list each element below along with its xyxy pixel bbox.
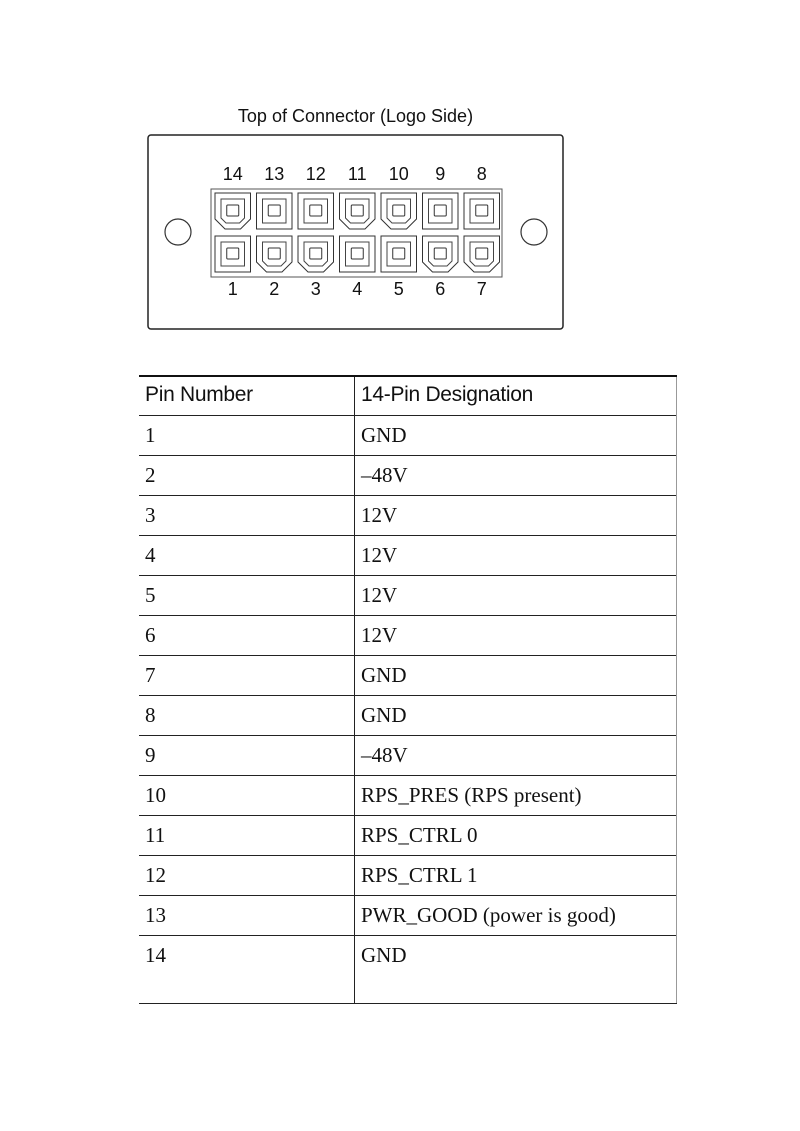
pin-socket [464, 193, 500, 229]
pin-socket [381, 236, 417, 272]
pin-label: 2 [269, 279, 280, 299]
pin-label: 7 [476, 279, 487, 299]
pin-designation-cell: GND [355, 656, 677, 696]
table-row [139, 696, 677, 736]
pin-number-cell: 8 [139, 696, 355, 736]
pin-designation-cell: 12V [355, 576, 677, 616]
connector-diagram [140, 128, 570, 338]
pin-designation-cell: 12V [355, 536, 677, 576]
pin-designation-cell: RPS_CTRL 1 [355, 856, 677, 896]
header-designation: 14-Pin Designation [355, 376, 677, 416]
pin-label: 6 [435, 279, 446, 299]
pin-socket [423, 236, 459, 272]
pin-label: 1 [227, 279, 238, 299]
pin-socket [257, 193, 293, 229]
pin-socket [257, 236, 293, 272]
table-row [139, 536, 677, 576]
mounting-hole-left [165, 219, 191, 245]
header-pin-number: Pin Number [139, 376, 355, 416]
table-row [139, 816, 677, 856]
pin-label: 10 [388, 164, 409, 184]
pin-number-cell: 1 [139, 416, 355, 456]
pin-number-cell: 9 [139, 736, 355, 776]
pin-socket [215, 193, 251, 229]
pin-number-cell: 4 [139, 536, 355, 576]
pin-number-cell: 12 [139, 856, 355, 896]
pin-designation-cell: –48V [355, 736, 677, 776]
pin-number-cell: 2 [139, 456, 355, 496]
table-row [139, 736, 677, 776]
table-row [139, 896, 677, 936]
pin-socket [340, 193, 376, 229]
pin-designation-cell: RPS_CTRL 0 [355, 816, 677, 856]
table-row [139, 856, 677, 896]
pin-socket [381, 193, 417, 229]
connector-caption: Top of Connector (Logo Side) [237, 106, 474, 126]
pin-label: 8 [476, 164, 487, 184]
pin-designation-cell: 12V [355, 496, 677, 536]
pin-designation-cell: PWR_GOOD (power is good) [355, 896, 677, 936]
table-row [139, 416, 677, 456]
pin-designation-cell: –48V [355, 456, 677, 496]
mounting-hole-right [521, 219, 547, 245]
table-row [139, 656, 677, 696]
pin-label: 12 [305, 164, 326, 184]
pin-socket [215, 236, 251, 272]
pin-socket [298, 236, 334, 272]
pin-designation-cell: GND [355, 936, 677, 1004]
pin-number-cell: 3 [139, 496, 355, 536]
pin-label: 5 [393, 279, 404, 299]
pin-number-cell: 7 [139, 656, 355, 696]
pin-number-cell: 11 [139, 816, 355, 856]
table-header-row [139, 376, 677, 416]
pin-number-cell: 6 [139, 616, 355, 656]
pin-number-cell: 14 [139, 936, 355, 1004]
pin-label: 3 [310, 279, 321, 299]
pin-number-cell: 13 [139, 896, 355, 936]
table-row [139, 456, 677, 496]
pin-socket [423, 193, 459, 229]
pin-number-cell: 5 [139, 576, 355, 616]
table-row [139, 616, 677, 656]
pin-designation-cell: GND [355, 416, 677, 456]
pinout-table [139, 375, 677, 1004]
table-row [139, 936, 677, 1004]
pin-designation-cell: RPS_PRES (RPS present) [355, 776, 677, 816]
pin-socket [340, 236, 376, 272]
pin-label: 4 [352, 279, 363, 299]
pin-number-cell: 10 [139, 776, 355, 816]
pin-socket [464, 236, 500, 272]
table-row [139, 576, 677, 616]
pin-label: 14 [222, 164, 243, 184]
pin-label: 9 [435, 164, 446, 184]
pin-socket [298, 193, 334, 229]
pin-label: 13 [264, 164, 285, 184]
pin-label: 11 [347, 164, 367, 184]
table-row [139, 496, 677, 536]
pin-designation-cell: GND [355, 696, 677, 736]
table-row [139, 776, 677, 816]
pin-designation-cell: 12V [355, 616, 677, 656]
